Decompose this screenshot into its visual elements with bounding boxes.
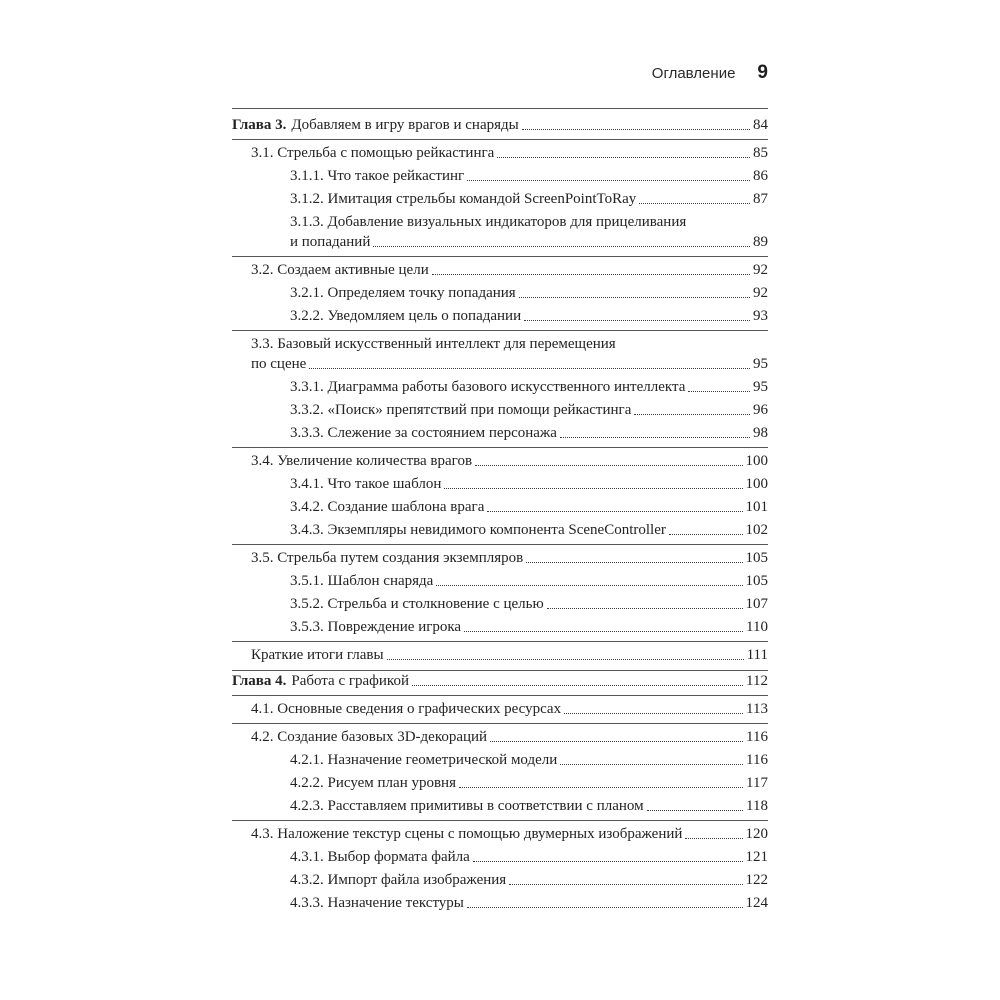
toc-page-number: 121: [745, 849, 768, 865]
dot-leader: [669, 534, 743, 535]
dot-leader: [373, 246, 750, 247]
dot-leader: [564, 713, 743, 714]
toc-subsection: [232, 425, 768, 442]
toc-subsection: [232, 619, 768, 636]
chapter-title: Работа с графикой: [291, 673, 409, 689]
toc-subsection: [232, 499, 768, 516]
toc-page-number: 102: [745, 522, 768, 538]
toc-subsection-title: 4.2.2. Рисуем план уровня: [290, 775, 456, 791]
toc-page-number: 95: [753, 379, 768, 395]
toc-page-number: 85: [753, 145, 768, 161]
toc-subsection: [232, 849, 768, 866]
toc-subsection-title: 4.2.1. Назначение геометрической модели: [290, 752, 558, 768]
toc-subsection-title: 3.5.2. Стрельба и столкновение с целью: [290, 596, 544, 612]
toc-page-number: 110: [746, 619, 768, 635]
toc-section: [232, 723, 768, 746]
running-header-title: Оглавление: [651, 65, 736, 82]
toc-section-title: 3.4. Увеличение количества врагов: [251, 453, 473, 469]
chapter-label: Глава 4.: [232, 673, 287, 689]
toc-section-title: 3.1. Стрельба с помощью рейкастинга: [251, 145, 495, 161]
toc-subsection: [232, 308, 768, 325]
toc-subsection-title: 3.4.2. Создание шаблона врага: [290, 499, 485, 515]
toc-page-number: 105: [745, 550, 768, 566]
dot-leader: [412, 685, 743, 686]
toc-page-number: 117: [746, 775, 768, 791]
dot-leader: [444, 488, 742, 489]
toc-subsection-title: 3.1.2. Имитация стрельбы командой ScreenPointToRay: [290, 191, 637, 207]
dot-leader: [497, 157, 750, 158]
toc-section: [232, 820, 768, 843]
toc-page-number: 86: [753, 168, 768, 184]
toc-page-number: 120: [745, 826, 768, 842]
toc-subsection-title: 4.2.3. Расставляем примитивы в соответствии с планом: [290, 798, 644, 814]
toc-page-number: 122: [745, 872, 768, 888]
dot-leader: [688, 391, 750, 392]
toc-page-number: 100: [745, 476, 768, 492]
header-divider: [232, 108, 768, 109]
toc-subsection: [232, 596, 768, 613]
chapter-label: Глава 3.: [232, 117, 287, 133]
dot-leader: [647, 810, 743, 811]
dot-leader: [309, 368, 750, 369]
toc-subsection: [232, 476, 768, 493]
toc-page-number: 89: [753, 234, 768, 250]
toc-subsection: [232, 522, 768, 539]
chapter-title: Добавляем в игру врагов и снаряды: [291, 117, 519, 133]
toc-subsection-title: 3.4.1. Что такое шаблон: [290, 476, 442, 492]
toc-page-number: 116: [746, 729, 768, 745]
toc-page-number: 101: [745, 499, 768, 515]
toc-page-number: 95: [753, 356, 768, 372]
toc-page-number: 92: [753, 285, 768, 301]
toc-subsection-title: 3.4.3. Экземпляры невидимого компонента SceneController: [290, 522, 666, 538]
toc-subsection: [232, 798, 768, 815]
toc-section: [232, 256, 768, 279]
toc-subsection: [232, 168, 768, 185]
chapter-4-group: [232, 670, 768, 912]
toc-subsection-title: 3.3.1. Диаграмма работы базового искусственного интеллекта: [290, 379, 686, 395]
toc-chapter-summary: [232, 641, 768, 664]
toc-page-number: 118: [746, 798, 768, 814]
toc-subsection: [232, 573, 768, 590]
toc-subsection-title-line2: и попаданий: [290, 234, 371, 250]
dot-leader: [685, 838, 742, 839]
toc-subsection-title: 4.3.2. Импорт файла изображения: [290, 872, 507, 888]
dot-leader: [467, 907, 743, 908]
toc-chapter-heading: [232, 673, 768, 690]
chapter-3-group: [232, 117, 768, 664]
toc-subsection-title: 3.1.1. Что такое рейкастинг: [290, 168, 465, 184]
toc-subsection: [232, 191, 768, 208]
toc-page-number: 113: [746, 701, 768, 717]
toc-subsection-title: 4.3.1. Выбор формата файла: [290, 849, 470, 865]
toc-page-number: 96: [753, 402, 768, 418]
toc-section: [232, 139, 768, 162]
toc-section-title: Краткие итоги главы: [251, 647, 384, 663]
toc-subsection: [232, 895, 768, 912]
toc-page-number: 124: [745, 895, 768, 911]
dot-leader: [560, 764, 743, 765]
toc-subsection: [232, 285, 768, 302]
toc-page-number: 107: [745, 596, 768, 612]
toc-section-title: 4.3. Наложение текстур сцены с помощью двумерных изображений: [251, 826, 683, 842]
dot-leader: [459, 787, 743, 788]
dot-leader: [547, 608, 743, 609]
dot-leader: [639, 203, 750, 204]
toc-subsection-title: 3.5.3. Повреждение игрока: [290, 619, 462, 635]
toc-page-number: 116: [746, 752, 768, 768]
toc-page-number: 105: [745, 573, 768, 589]
page-number: 9: [757, 62, 768, 83]
dot-leader: [473, 861, 743, 862]
toc-subsection: [232, 872, 768, 889]
toc-section: [232, 544, 768, 567]
dot-leader: [432, 274, 750, 275]
running-header: [0, 62, 768, 88]
toc-subsection: [232, 752, 768, 769]
toc-page-number: 92: [753, 262, 768, 278]
dot-leader: [524, 320, 750, 321]
toc-section-title: 3.2. Создаем активные цели: [251, 262, 429, 278]
toc-subsection: [232, 775, 768, 792]
toc-subsection-title: 3.5.1. Шаблон снаряда: [290, 573, 434, 589]
toc-section: [232, 695, 768, 718]
toc-subsection: [232, 402, 768, 419]
toc-section-title-line1: 3.3. Базовый искусственный интеллект для перемещения: [251, 336, 616, 352]
toc-section-title: 4.1. Основные сведения о графических ресурсах: [251, 701, 562, 717]
dot-leader: [464, 631, 743, 632]
dot-leader: [487, 511, 742, 512]
toc-subsection-title: 3.3.2. «Поиск» препятствий при помощи рейкастинга: [290, 402, 632, 418]
toc-subsection-title: 3.2.1. Определяем точку попадания: [290, 285, 516, 301]
toc-subsection-title: 4.3.3. Назначение текстуры: [290, 895, 464, 911]
toc-section: [232, 447, 768, 470]
dot-leader: [634, 414, 750, 415]
dot-leader: [526, 562, 742, 563]
toc-subsection-title: 3.2.2. Уведомляем цель о попадании: [290, 308, 522, 324]
toc-section-title: 3.5. Стрельба путем создания экземпляров: [251, 550, 524, 566]
dot-leader: [519, 297, 750, 298]
toc-subsection-title-line1: 3.1.3. Добавление визуальных индикаторов для прицеливания: [290, 214, 687, 230]
toc-subsection: [232, 214, 768, 251]
toc-page-number: 93: [753, 308, 768, 324]
dot-leader: [475, 465, 742, 466]
dot-leader: [467, 180, 750, 181]
toc-section-title: 4.2. Создание базовых 3D-декораций: [251, 729, 488, 745]
dot-leader: [490, 741, 743, 742]
dot-leader: [436, 585, 742, 586]
dot-leader: [560, 437, 750, 438]
table-of-contents: [232, 117, 768, 918]
toc-section: [232, 330, 768, 373]
toc-page-number: 87: [753, 191, 768, 207]
toc-subsection-title: 3.3.3. Слежение за состоянием персонажа: [290, 425, 557, 441]
toc-section-title-line2: по сцене: [251, 356, 307, 372]
dot-leader: [509, 884, 742, 885]
toc-page-number: 98: [753, 425, 768, 441]
dot-leader: [387, 659, 744, 660]
toc-subsection: [232, 379, 768, 396]
toc-page-number: 112: [746, 673, 768, 689]
toc-page-number: 100: [745, 453, 768, 469]
toc-page-number: 84: [753, 117, 768, 133]
toc-chapter-heading: [232, 117, 768, 134]
dot-leader: [522, 129, 750, 130]
toc-page-number: 111: [746, 647, 768, 663]
